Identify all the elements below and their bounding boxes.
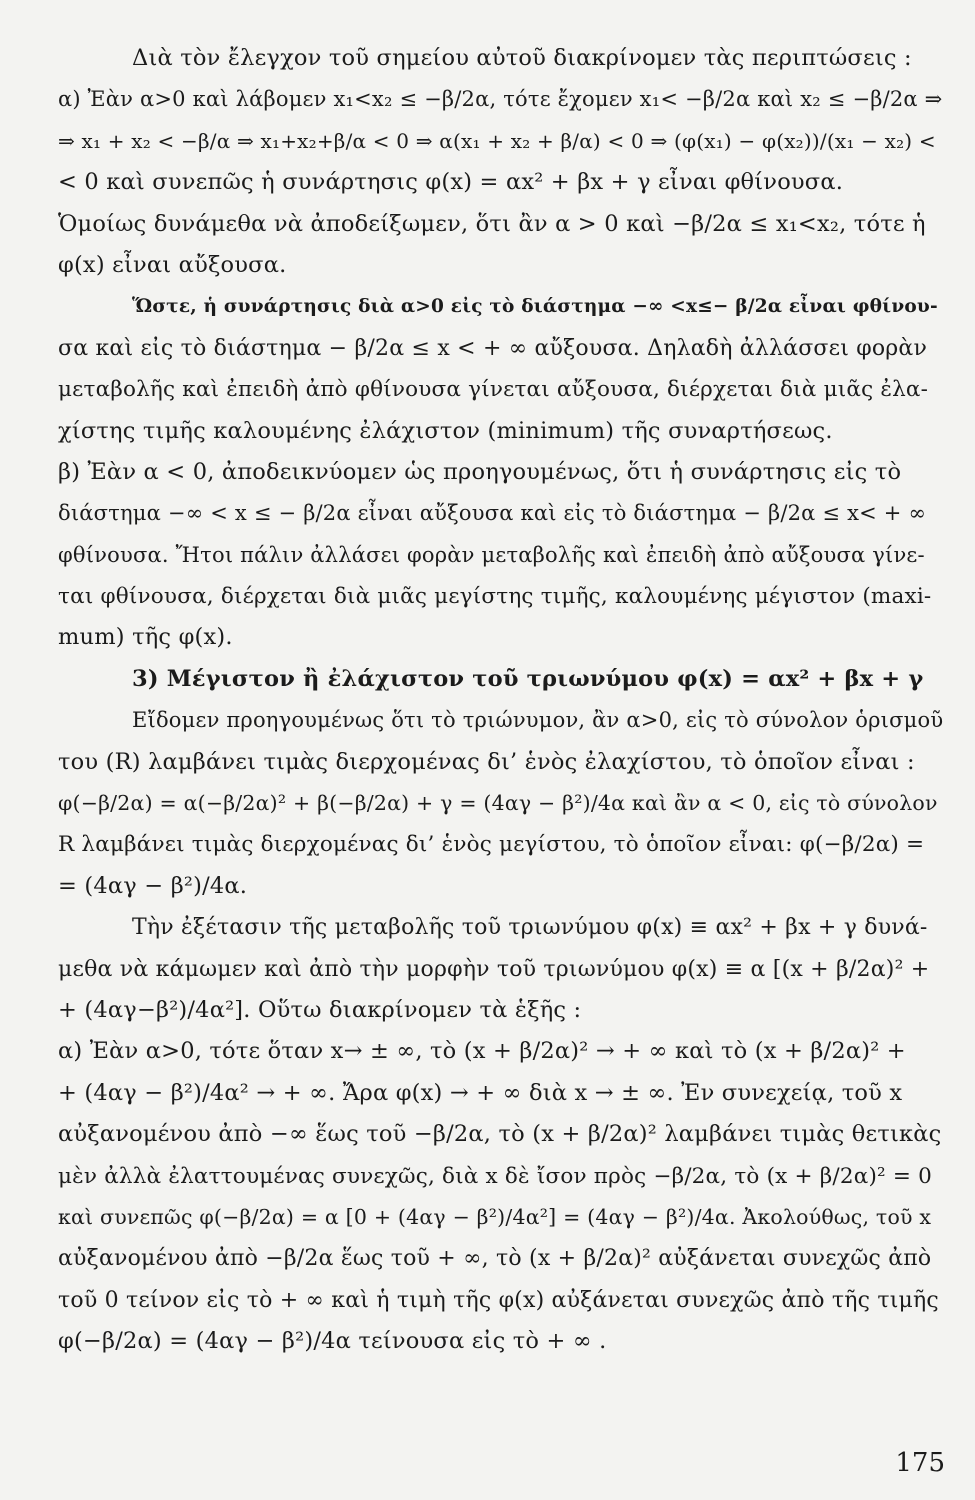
- text-line: Εἴδομεν προηγουμένως ὅτι τὸ τριώνυμον, ἂν α>0, εἰς τὸ σύνολον ὁρισμοῦ: [132, 708, 944, 733]
- text-line: Διὰ τὸν ἔλεγχον τοῦ σημείου αὐτοῦ διακρίνομεν τὰς περιπτώσεις :: [132, 45, 912, 71]
- text-line: του (R) λαμβάνει τιμὰς διερχομένας δι’ ἑνὸς ἐλαχίστου, τὸ ὁποῖον εἶναι :: [58, 748, 915, 775]
- formula-line: + (4αγ − β²)/4α² → + ∞. Ἄρα φ(x) → + ∞ διὰ x → ± ∞. Ἐν συνεχείᾳ, τοῦ x: [58, 1079, 903, 1106]
- text-line: διάστημα −∞ < x ≤ − β/2α εἶναι αὔξουσα καὶ εἰς τὸ διάστημα − β/2α ≤ x< + ∞: [58, 501, 927, 526]
- text-line: φ(x) εἶναι αὔξουσα.: [58, 251, 287, 278]
- text-line: < 0 καὶ συνεπῶς ἡ συνάρτησις φ(x) = αx² + βx + γ εἶναι φθίνουσα.: [58, 169, 844, 196]
- text-line: Ὥστε, ἡ συνάρτησις διὰ α>0 εἰς τὸ διάστημα −∞ <x≤− β/2α εἶναι φθίνου-: [132, 296, 938, 318]
- formula-line: καὶ συνεπῶς φ(−β/2α) = α [0 + (4αγ − β²)/4α²] = (4αγ − β²)/4α. Ἀκολούθως, τοῦ x: [58, 1204, 932, 1229]
- text-line: R λαμβάνει τιμὰς διερχομένας δι’ ἑνὸς μεγίστου, τὸ ὁποῖον εἶναι: φ(−β/2α) =: [58, 832, 925, 858]
- text-line: α) Ἐὰν α>0 καὶ λάβομεν x₁<x₂ ≤ −β/2α, τότε ἔχομεν x₁< −β/2α καὶ x₂ ≤ −β/2α ⇒: [58, 87, 943, 112]
- text-line: αὐξανομένου ἀπὸ −∞ ἕως τοῦ −β/2α, τὸ (x + β/2α)² λαμβάνει τιμὰς θετικὰς: [58, 1121, 942, 1148]
- text-line: Ὁμοίως δυνάμεθα νὰ ἀποδείξωμεν, ὅτι ἂν α > 0 καὶ −β/2α ≤ x₁<x₂, τότε ἡ: [58, 210, 926, 237]
- formula-line: φ(−β/2α) = (4αγ − β²)/4α τείνουσα εἰς τὸ + ∞ .: [58, 1328, 607, 1355]
- text-line: μεταβολῆς καὶ ἐπειδὴ ἀπὸ φθίνουσα γίνεται αὔξουσα, διέρχεται διὰ μιᾶς ἐλα-: [58, 377, 929, 403]
- text-line: β) Ἐὰν α < 0, ἀποδεικνύομεν ὡς προηγουμένως, ὅτι ἡ συνάρτησις εἰς τὸ: [58, 458, 902, 485]
- text-line: ⇒ x₁ + x₂ < −β/α ⇒ x₁+x₂+β/α < 0 ⇒ α(x₁ + x₂ + β/α) < 0 ⇒ (φ(x₁) − φ(x₂))/(x₁ − x₂) <: [58, 128, 936, 153]
- text-line: αὐξανομένου ἀπὸ −β/2α ἕως τοῦ + ∞, τὸ (x + β/2α)² αὐξάνεται συνεχῶς ἀπὸ: [58, 1246, 932, 1272]
- formula-line: φ(−β/2α) = α(−β/2α)² + β(−β/2α) + γ = (4αγ − β²)/4α καὶ ἂν α < 0, εἰς τὸ σύνολον: [58, 791, 938, 816]
- page-number: 175: [895, 1448, 945, 1478]
- text-line: μὲν ἀλλὰ ἐλαττουμένας συνεχῶς, διὰ x δὲ ἴσον πρὸς −β/2α, τὸ (x + β/2α)² = 0: [58, 1163, 933, 1189]
- formula-line: = (4αγ − β²)/4α.: [58, 872, 248, 899]
- page-body: [58, 38, 942, 1363]
- text-line: σα καὶ εἰς τὸ διάστημα − β/2α ≤ x < + ∞ αὔξουσα. Δηλαδὴ ἀλλάσσει φορὰν: [58, 335, 928, 361]
- text-line: mum) τῆς φ(x).: [58, 624, 233, 651]
- section-heading: 3) Μέγιστον ἢ ἐλάχιστον τοῦ τριωνύμου φ(x) = αx² + βx + γ: [132, 665, 924, 692]
- text-line: Τὴν ἐξέτασιν τῆς μεταβολῆς τοῦ τριωνύμου φ(x) ≡ αx² + βx + γ δυνά-: [132, 915, 928, 941]
- text-line: χίστης τιμῆς καλουμένης ἐλάχιστον (minimum) τῆς συναρτήσεως.: [58, 417, 833, 444]
- text-line: τοῦ 0 τείνον εἰς τὸ + ∞ καὶ ἡ τιμὴ τῆς φ(x) αὐξάνεται συνεχῶς ἀπὸ τῆς τιμῆς: [58, 1287, 939, 1313]
- text-line: α) Ἐὰν α>0, τότε ὅταν x→ ± ∞, τὸ (x + β/2α)² → + ∞ καὶ τὸ (x + β/2α)² +: [58, 1038, 906, 1065]
- text-line: μεθα νὰ κάμωμεν καὶ ἀπὸ τὴν μορφὴν τοῦ τριωνύμου φ(x) ≡ α [(x + β/2α)² +: [58, 956, 930, 982]
- text-line: φθίνουσα. Ἤτοι πάλιν ἀλλάσει φορὰν μεταβολῆς καὶ ἐπειδὴ ἀπὸ αὔξουσα γίνε-: [58, 542, 925, 567]
- formula-line: + (4αγ−β²)/4α²]. Οὕτω διακρίνομεν τὰ ἑξῆς :: [58, 996, 582, 1023]
- text-line: ται φθίνουσα, διέρχεται διὰ μιᾶς μεγίστης τιμῆς, καλουμένης μέγιστον (maxi-: [58, 584, 932, 610]
